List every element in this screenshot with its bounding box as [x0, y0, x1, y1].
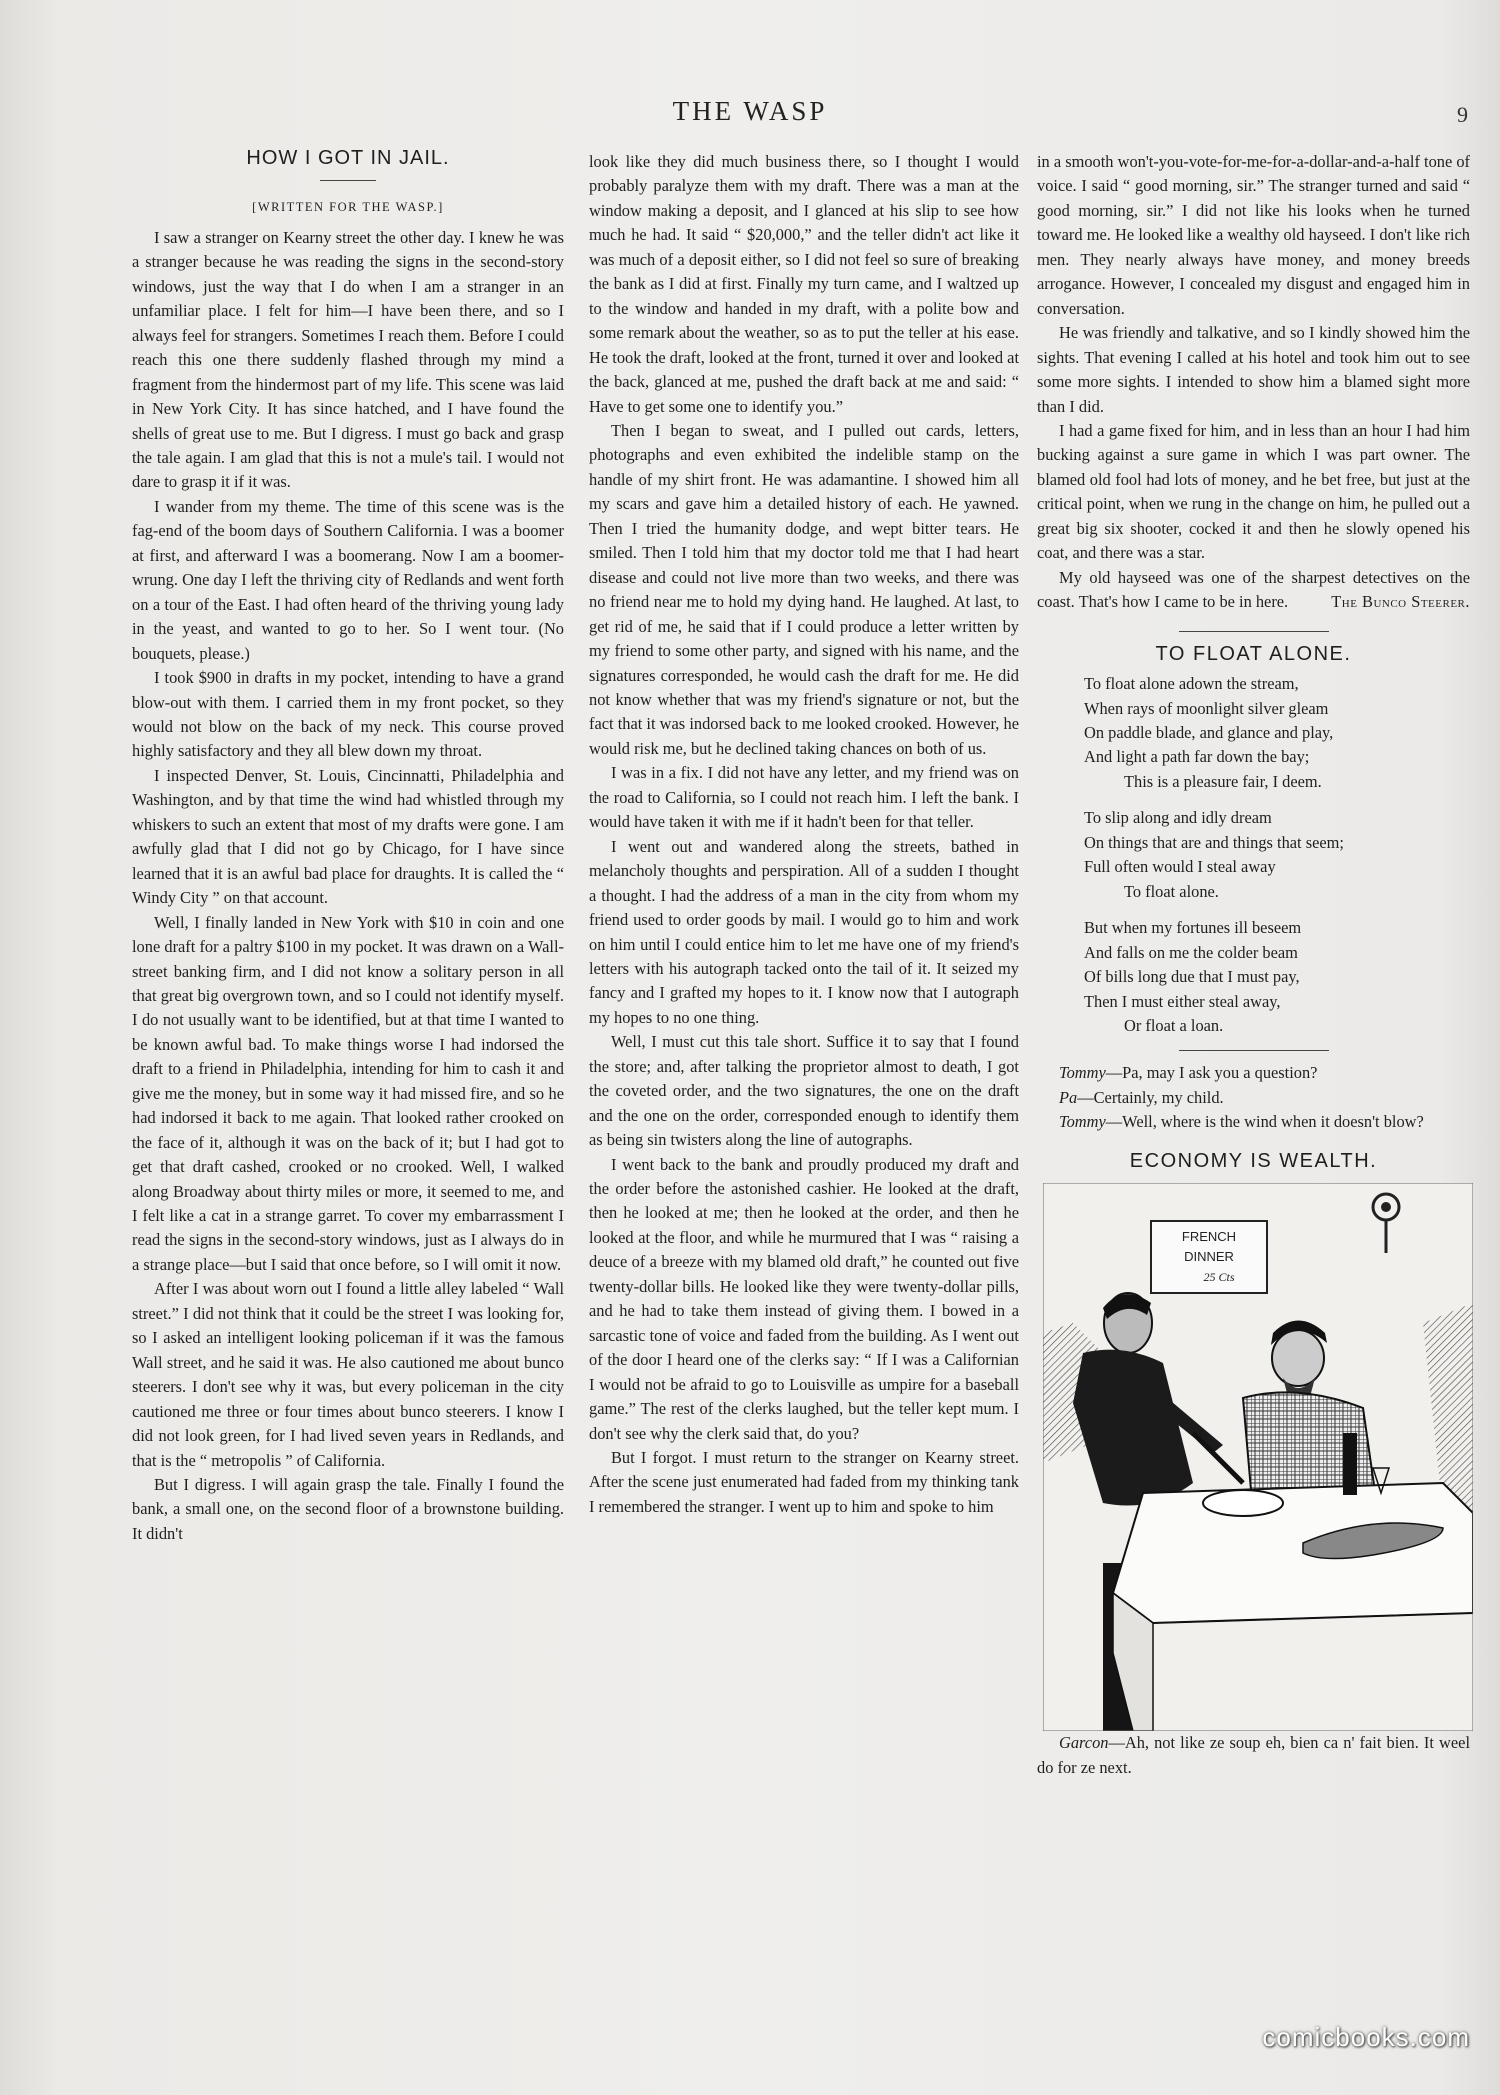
poem-stanza: [1084, 806, 1470, 904]
cartoon-title: ECONOMY IS WEALTH.: [1129, 1149, 1378, 1172]
section-rule: [1179, 1050, 1329, 1051]
caption-speaker: Garcon: [1059, 1733, 1109, 1753]
section-rule: [1179, 631, 1329, 632]
poem-line: And light a path far down the bay;: [1084, 747, 1310, 767]
article-paragraph: He was friendly and talkative, and so I kindly showed him the sights. That evening I called at his hotel and took him out to see some more sights. I intended to show him a blamed sight more than I did.: [1037, 323, 1470, 416]
column-3: [1037, 150, 1470, 1780]
poem-line: On things that are and things that seem;: [1084, 832, 1344, 852]
sign-text: FRENCH: [1181, 1229, 1237, 1245]
poem-stanza: [1084, 916, 1470, 1038]
column-2: [589, 150, 1019, 1519]
cartoon-caption: Garcon—Ah, not like ze soup eh, bien ca n' fait bien. It weel do for ze next.: [1037, 1733, 1470, 1777]
column-1: [132, 146, 564, 1546]
dialogue-text: Well, where is the wind when it doesn't blow?: [1122, 1112, 1424, 1132]
sign-text: 25 Cts: [1203, 1270, 1235, 1285]
poem-line: On paddle blade, and glance and play,: [1084, 722, 1334, 742]
dialogue-speaker: Pa: [1059, 1087, 1078, 1107]
article-title: HOW I GOT IN JAIL.: [246, 147, 450, 169]
poem-line: Or float a loan.: [1124, 1015, 1224, 1035]
poem-line: This is a pleasure fair, I deem.: [1124, 771, 1322, 791]
cartoon-illustration: [1043, 1183, 1473, 1731]
poem-line: To float alone adown the stream,: [1084, 674, 1299, 694]
article-paragraph: look like they did much business there, so I thought I would probably paralyze them with my draft. There was a man at the window making a deposit, and I glanced at his slip to see how much he had. It said “ $20,000,” and the teller didn't act like it was much of a deposit either, so I did not feel so sure of breaking the bank as I did at first. Finally my turn came, and I waltzed up to the window and handed in my draft, with a polite bow and some remark about the weather, so as to put the teller at his ease. He took the draft, looked at the front, turned it over and looked at the back, glanced at me, pushed the draft back at me and said: “ Have to get some one to identify you.”: [589, 152, 1019, 416]
poem-line: To slip along and idly dream: [1084, 808, 1272, 828]
page-number: 9: [1457, 102, 1468, 127]
dialogue-text: Certainly, my child.: [1093, 1087, 1224, 1107]
caption-text: Ah, not like ze soup eh, bien ca n' fait bien. It weel do for ze next.: [1037, 1733, 1470, 1777]
poem-line: Of bills long due that I must pay,: [1084, 967, 1300, 987]
poem-line: Full often would I steal away: [1084, 857, 1276, 877]
article-paragraph: I wander from my theme. The time of this scene was is the fag-end of the boom days of Southern California. I was a boomer at first, and afterward I was a boomerang. Now I am a boomer-wrung. One day I left the thriving city of Redlands and went forth on a tour of the East. I had often heard of the thriving young lady in the yeast, and wanted to go to her. So I went tour. (No bouquets, please.): [132, 496, 564, 663]
article-paragraph: Well, I must cut this tale short. Suffice it to say that I found the store; and, after talking the proprietor almost to death, I got the coveted order, and the two signatures, the one on the draft and the one on the order, corresponded enough to identify them as being sin twisters along the line of autographs.: [589, 1032, 1019, 1150]
article-paragraph-text: My old hayseed was one of the sharpest detectives on the coast. That's how I came to be in here.: [1037, 567, 1470, 612]
dialogue-line: Tommy—Pa, may I ask you a question?: [1059, 1063, 1318, 1083]
article-paragraph: After I was about worn out I found a little alley labeled “ Wall street.” I did not think that it could be the street I was looking for, so I asked an intelligent looking policeman if it was the famous Wall street, and he said it was. He also cautioned me about bunco steerers. I don't see why it was, but every policeman in the city cautioned me three or four times about bunco steerers. I know I did not look green, for I had lived seven years in Redlands, and that is the “ metropolis ” of California.: [132, 1279, 564, 1470]
article-paragraph: I was in a fix. I did not have any letter, and my friend was on the road to California, so I could not reach him. I left the bank. I would have taken it with me if it hadn't been for that teller.: [589, 763, 1019, 832]
cartoon-drawing: [1043, 1183, 1473, 1731]
dialogue-text: Pa, may I ask you a question?: [1122, 1063, 1318, 1083]
poem: [1084, 672, 1470, 1038]
poem-line: When rays of moonlight silver gleam: [1084, 698, 1329, 718]
dialogue-speaker: Tommy: [1059, 1112, 1106, 1132]
article-paragraph: I saw a stranger on Kearny street the other day. I knew he was a stranger because he was reading the signs in the second-story windows, just the way that I do when I am a stranger in an unfamiliar place. I felt for him—I have been there, and so I always feel for strangers. Sometimes I reach them. Before I could reach this one there suddenly flashed through my mind a fragment from the hindermost part of my life. This scene was laid in New York City. It has since hatched, and I have found the shells of great use to me. But I digress. I must go back and grasp the tale again. I am glad that this is not a mule's tail. I would not dare to grasp it if it was.: [132, 227, 564, 492]
article-paragraph: But I forgot. I must return to the stranger on Kearny street. After the scene just enumerated had faded from my thinking tank I remembered the stranger. I went up to him and spoke to him: [589, 1448, 1019, 1516]
poem-line: To float alone.: [1124, 881, 1219, 901]
poem-title: TO FLOAT ALONE.: [1155, 642, 1352, 665]
sign-text: DINNER: [1184, 1249, 1234, 1265]
article-paragraph: Well, I finally landed in New York with $10 in coin and one lone draft for a paltry $100 in my pocket. It was drawn on a Wall-street banking firm, and I did not know a solitary person in all that great big overgrown town, and so I could not identify myself. I do not usually want to be identified, but at that time I wanted to be known awful bad. To make things worse I had indorsed the draft to a friend in Philadelphia, intending for him to cash it and give me the money, but in some way it had missed fire, and so he had indorsed it back to me again. That looked rather crooked on the face of it, although it was on the back of it; but I had got to get that draft cashed, crooked or no crooked. Well, I walked along Broadway about thirty miles or more, it seemed to me, and I felt like a cat in a strange garret. To cover my embarrassment I read the signs in the second-story windows, just as I always do in a strange place—but I said that once before, so I will omit it now.: [132, 912, 564, 1274]
poem-line: But when my fortunes ill beseem: [1084, 918, 1302, 938]
article-paragraph: But I digress. I will again grasp the tale. Finally I found the bank, a small one, on the second floor of a brownstone building. It didn't: [132, 1475, 564, 1543]
masthead: THE WASP: [672, 96, 828, 126]
site-watermark: comicbooks.com: [1262, 2022, 1470, 2052]
article-paragraph: I went back to the bank and proudly produced my draft and the order before the astonished cashier. He looked at the draft, then he looked at me; then he looked at the order, and then he looked at the floor, and while he murmured that I was “ raising a deuce of a breeze with my blamed old draft,” he counted out five twenty-dollar bills. He looked like they were twenty-dollar pills, and he had to take them instead of giving them. I bowed in a sarcastic tone of voice and faded from the building. As I went out of the door I heard one of the clerks say: “ If I was a Californian I would not be afraid to go to Louisville as umpire for a baseball game.” The rest of the clerks laughed, but the teller kept mum. I don't see why the clerk said that, do you?: [589, 1154, 1019, 1443]
dialogue-line: Pa—Certainly, my child.: [1059, 1087, 1224, 1107]
french-dinner-sign: [1151, 1221, 1267, 1293]
dialogue: [1037, 1061, 1470, 1134]
article-paragraph: I went out and wandered along the streets, bathed in melancholy thoughts and perspiration. All of a sudden I thought a thought. I had the address of a man in the city from whom my friend used to order goods by mail. I would go to him and work on him until I could entice him to let me have one of my friend's letters with his autograph tacked onto the tail of it. It seized my fancy and I grafted my hopes to it. I know now that I autograph my hopes to no one thing.: [589, 836, 1019, 1027]
dialogue-line: Tommy—Well, where is the wind when it doesn't blow?: [1059, 1112, 1424, 1132]
article-byline: [WRITTEN FOR THE WASP.]: [252, 200, 444, 215]
article-paragraph: I inspected Denver, St. Louis, Cincinnatti, Philadelphia and Washington, and by that time the wind had whistled through my whiskers to such an extent that most of my drafts were gone. I am awfully glad that I did not go by Chicago, for I have since learned that it is an awful bad place for draughts. It is called the “ Windy City ” on that account.: [132, 765, 564, 908]
poem-line: And falls on me the colder beam: [1084, 942, 1298, 962]
article-paragraph: I had a game fixed for him, and in less than an hour I had him bucking against a sure game in which I was part owner. The blamed old fool had lots of money, and he bet free, but just at the critical point, when we rung in the change on him, he pulled out a great big six shooter, cocked it and then he slowly opened his coat, and there was a star.: [1037, 420, 1470, 563]
dialogue-speaker: Tommy: [1059, 1063, 1106, 1083]
poem-stanza: [1084, 672, 1470, 794]
title-rule: [320, 180, 376, 181]
article-paragraph: in a smooth won't-you-vote-for-me-for-a-dollar-and-a-half tone of voice. I said “ good morning, sir.” The stranger turned and said “ good morning, sir.” I did not like his looks when he turned toward me. He looked like a wealthy old hayseed. I don't like rich men. They nearly always have money, and money breeds arrogance. However, I concealed my disgust and engaged him in conversation.: [1037, 152, 1470, 318]
wine-bottle: [1343, 1433, 1357, 1495]
article-paragraph: Then I began to sweat, and I pulled out cards, letters, photographs and even exhibited the indelible stamp on the handle of my shirt front. He was adamantine. I showed him all my scars and gave him a detailed history of each. He yawned. Then I tried the humanity dodge, and wept bitter tears. He smiled. Then I told him that my doctor told me that I had heart disease and could not live more than two weeks, and there was no friend near me to hold my dying hand. He laughed. At last, to get rid of me, he said that if I could produce a letter written by my friend to some other party, and signed with his name, and the signatures corresponded, he would cash the draft for me. He did not know whether that was my friend's signature or not, but the fact that it was indorsed back to me looked crooked. However, he would risk me, but he declined taking chances on both of us.: [589, 420, 1019, 758]
article-paragraph: I took $900 in drafts in my pocket, intending to have a grand blow-out with them. I carried them in my front pocket, so they would not blow on the back of my neck. This course proved highly satisfactory and they all blew down my throat.: [132, 668, 564, 761]
poem-line: Then I must either steal away,: [1084, 991, 1281, 1011]
article-paragraph: [1037, 566, 1470, 615]
article-signature: The Bunco Steerer.: [1331, 592, 1470, 612]
soup-plate: [1203, 1490, 1283, 1516]
